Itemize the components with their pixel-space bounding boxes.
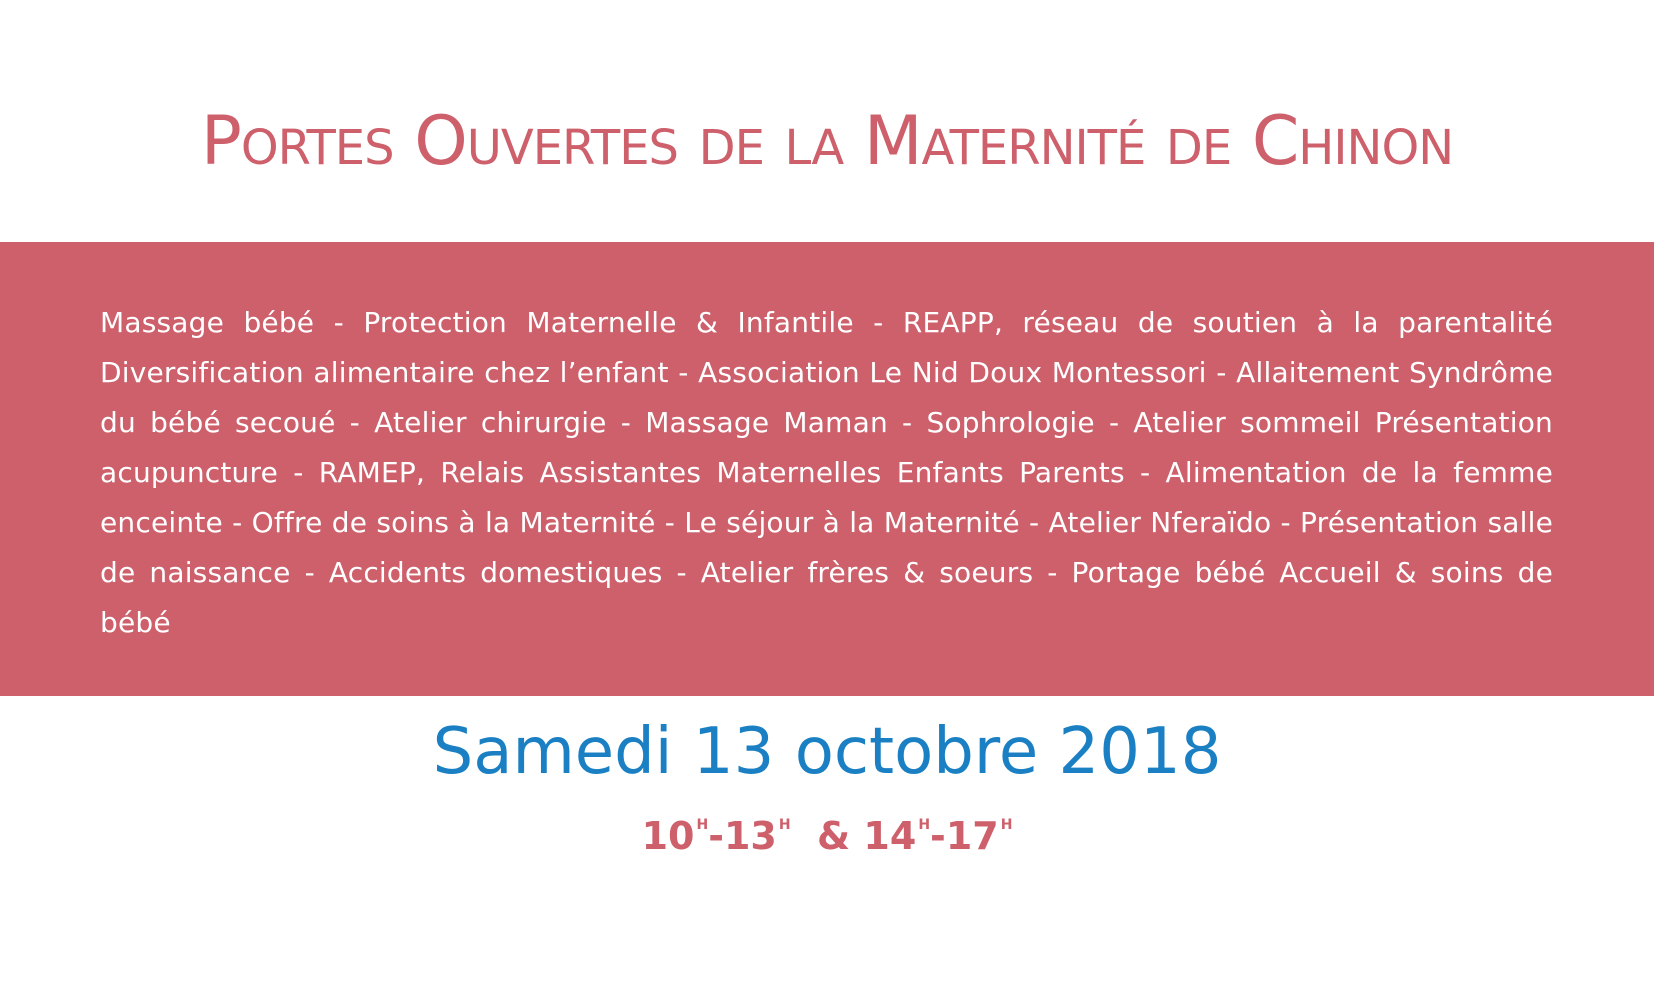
hours-separator: &	[817, 814, 851, 858]
event-hours	[0, 814, 1654, 858]
hour-unit: H	[778, 817, 791, 833]
slot1-start: 10	[641, 814, 695, 858]
hour-unit: H	[1000, 817, 1013, 833]
hour-unit: H	[696, 817, 709, 833]
slot2-end: 17	[945, 814, 999, 858]
hour-dash: -	[708, 814, 724, 858]
event-date: Samedi 13 octobre 2018	[432, 715, 1222, 789]
hour-unit: H	[918, 817, 931, 833]
slot2-start: 14	[863, 814, 917, 858]
slot1-end: 13	[723, 814, 777, 858]
hour-dash: -	[930, 814, 946, 858]
activities-list: Massage bébé - Protection Maternelle & Infantile - REAPP, réseau de soutien à la parentalité Diversification alimentaire chez l’enfant - Association Le Nid Doux Montessori - Allaitement Syndrôme du bébé secoué - Atelier chirurgie - Massage Maman - Sophrologie - Atelier sommeil Présentation acupuncture - RAMEP, Relais Assistantes Maternelles Enfants Parents - Alimentation de la femme enceinte - Offre de soins à la Maternité - Le séjour à la Maternité - Atelier Nferaïdo - Présentation salle de naissance - Accidents domestiques - Atelier frères & soeurs - Portage bébé Accueil & soins de bébé	[100, 306, 1553, 639]
page-title: Portes Ouvertes de la Maternité de Chinon	[200, 102, 1454, 181]
